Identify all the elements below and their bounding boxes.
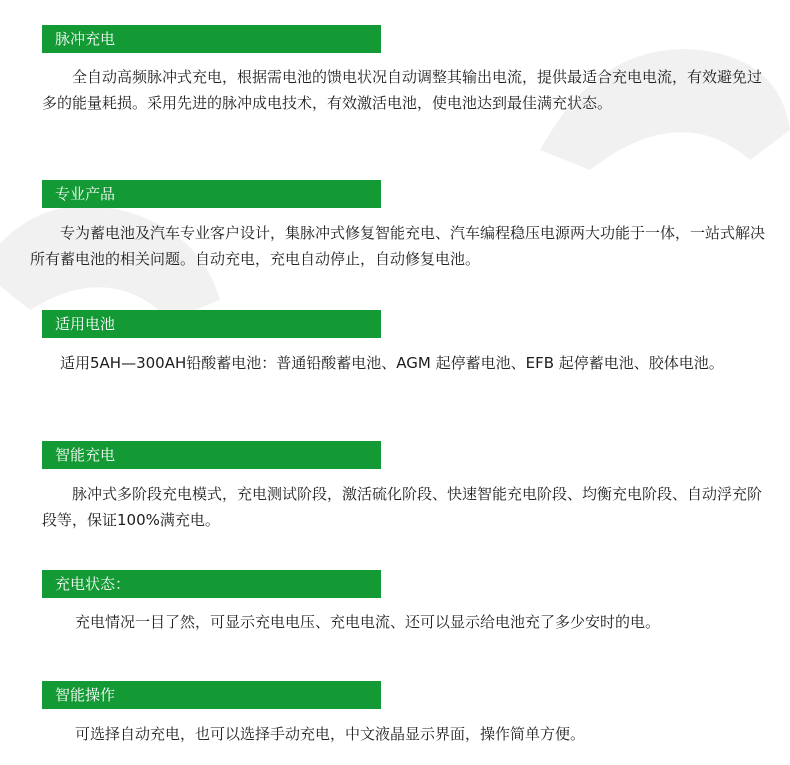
section-text-charging-status: 充电情况一目了然，可显示充电电压、充电电流、还可以显示给电池充了多少安时的电。 xyxy=(75,613,661,631)
section-header-smart-operation: 智能操作 xyxy=(42,681,381,709)
section-text-smart-operation: 可选择自动充电，也可以选择手动充电，中文液晶显示界面，操作简单方便。 xyxy=(75,725,586,743)
section-header-smart-charging: 智能充电 xyxy=(42,441,381,469)
section-header-professional-product: 专业产品 xyxy=(42,180,381,208)
section-text-smart-charging: 脉冲式多阶段充电模式，充电测试阶段，激活硫化阶段、快速智能充电阶段、均衡充电阶段、自动浮充阶段等，保证100%满充电。 xyxy=(42,485,763,529)
section-header-applicable-battery: 适用电池 xyxy=(42,310,381,338)
section-header-pulse-charging: 脉冲充电 xyxy=(42,25,381,53)
section-header-charging-status: 充电状态： xyxy=(42,570,381,598)
section-text-pulse-charging: 全自动高频脉冲式充电，根据需电池的馈电状况自动调整其输出电流，提供最适合充电电流，有效避免过多的能量耗损。采用先进的脉冲成电技术，有效激活电池，使电池达到最佳满充状态。 xyxy=(42,68,763,112)
section-text-applicable-battery: 适用5AH—300AH铅酸蓄电池：普通铅酸蓄电池、AGM 起停蓄电池、EFB 起停蓄电池、胶体电池。 xyxy=(60,354,724,372)
section-text-professional-product: 专为蓄电池及汽车专业客户设计，集脉冲式修复智能充电、汽车编程稳压电源两大功能于一体，一站式解决所有蓄电池的相关问题。自动充电，充电自动停止，自动修复电池。 xyxy=(30,224,766,268)
